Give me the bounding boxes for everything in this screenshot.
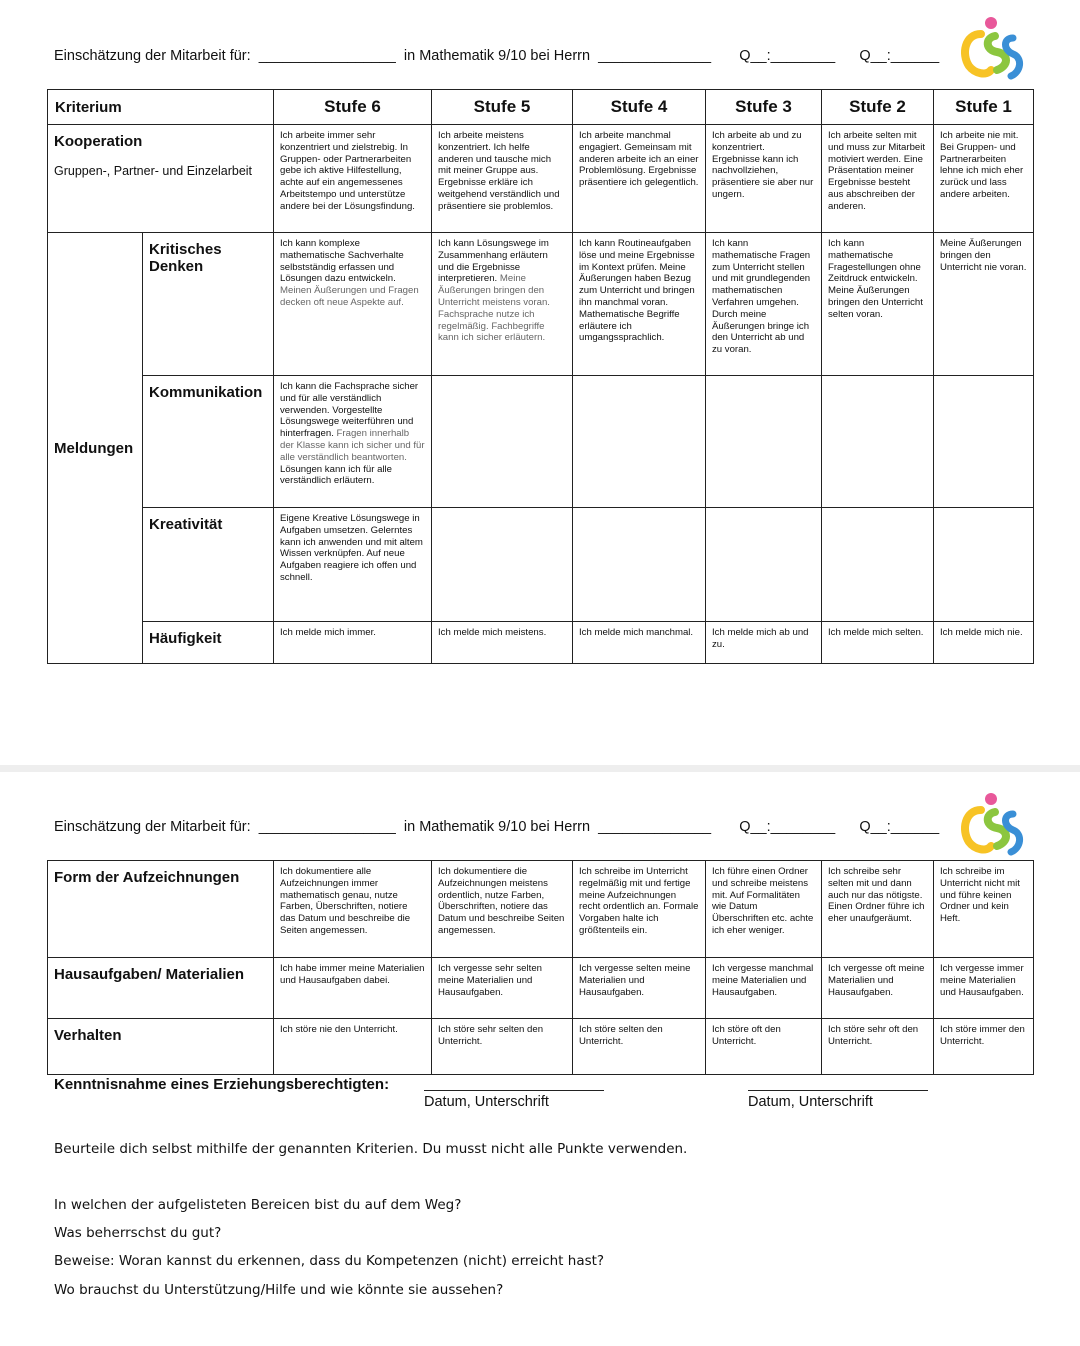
header-label: Einschätzung der Mitarbeit für: [54,819,251,835]
cell-kritisch-stufe-4[interactable]: Ich kann Routineaufgaben löse und meine Ergebnisse im Kontext prüfen. Meine Äußerungen haben Bezug zum Unterricht und bringen ihn manchmal voran. Mathematische Begriffe erläutere ich umgangssprachlich. [573,233,706,376]
question-3: Beweise: Woran kannst du erkennen, dass du Kompetenzen (nicht) erreicht hast? [54,1253,605,1269]
cell-verhalten-stufe-4[interactable]: Ich störe selten den Unterricht. [573,1019,706,1075]
cell-kommunikation-stufe-5[interactable] [432,376,573,508]
question-2: Was beherrschst du gut? [54,1225,222,1241]
cell-haeufigkeit-stufe-2[interactable]: Ich melde mich selten. [822,622,934,664]
cell-kooperation-stufe-4[interactable]: Ich arbeite manchmal engagiert. Gemeinsam mit anderen arbeite ich an einer Problemlösung. Ergebnisse präsentiere ich gelegentlich. [573,125,706,233]
header-subject: in Mathematik 9/10 bei Herrn [403,819,591,835]
cell-haeufigkeit-stufe-3[interactable]: Ich melde mich ab und zu. [706,622,822,664]
header-stufe-6: Stufe 6 [274,90,432,125]
cell-kooperation-stufe-6[interactable]: Ich arbeite immer sehr konzentriert und zielstrebig. In Gruppen- oder Partnerarbeiten gebe ich aktive Hilfestellung, achte auf ein angemessenes Arbeitstempo und unterstütze andere bei der Lösungsfindung. [274,125,432,233]
header-label: Einschätzung der Mitarbeit für: [54,48,251,64]
cell-aufzeichnungen-stufe-3[interactable]: Ich führe einen Ordner und schreibe meistens mit. Auf Formalitäten wie Datum Überschriften etc. achte ich eher weniger. [706,861,822,958]
cell-kreativitaet-stufe-1[interactable] [934,508,1034,622]
cell-kooperation-stufe-2[interactable]: Ich arbeite selten mit und muss zur Mitarbeit motiviert werden. Eine Präsentation meiner Ergebnisse besteht aus abschreiben der anderen. [822,125,934,233]
question-1: In welchen der aufgelisteten Bereicen bist du auf dem Weg? [54,1197,462,1213]
cell-aufzeichnungen-stufe-2[interactable]: Ich schreibe sehr selten mit und dann auch nur das nötigste. Einen Ordner führe ich eher unaufgeräumt. [822,861,934,958]
cell-kreativitaet-stufe-5[interactable] [432,508,573,622]
criterion-aufzeichnungen: Form der Aufzeichnungen [48,861,274,958]
criteria-table-1 [47,89,1034,664]
header-kriterium: Kriterium [48,90,274,125]
cell-aufzeichnungen-stufe-4[interactable]: Ich schreibe im Unterricht regelmäßig mit und fertige meine Aufzeichnungen recht ordentlich an. Formale Vorgaben halte ich größtenteils ein. [573,861,706,958]
cell-verhalten-stufe-5[interactable]: Ich störe sehr selten den Unterricht. [432,1019,573,1075]
cell-kreativitaet-stufe-4[interactable] [573,508,706,622]
row-haeufigkeit [48,622,1034,664]
criterion-subtitle: Gruppen-, Partner- und Einzelarbeit [54,164,253,178]
row-kooperation [48,125,1034,233]
cell-text: Ich kann komplexe mathematische Sachverhalte selbstständig erfassen und Lösungen dazu entwickeln. [280,238,404,285]
name-blank[interactable]: _________________ [258,819,396,835]
cell-kreativitaet-stufe-2[interactable] [822,508,934,622]
header-line [54,48,939,64]
cell-verhalten-stufe-6[interactable]: Ich störe nie den Unterricht. [274,1019,432,1075]
cell-kritisch-stufe-6[interactable] [274,233,432,376]
cell-hausaufgaben-stufe-3[interactable]: Ich vergesse manchmal meine Materialien und Hausaufgaben. [706,958,822,1019]
cell-verhalten-stufe-2[interactable]: Ich störe sehr oft den Unterricht. [822,1019,934,1075]
signature-line-1[interactable] [424,1090,604,1091]
header-subject: in Mathematik 9/10 bei Herrn [403,48,591,64]
question-4: Wo brauchst du Unterstützung/Hilfe und wie könnte sie aussehen? [54,1282,504,1298]
cell-text-gray: Fragen innerhalb der Klasse kann ich sicher und für alle verständlich beantworten. [280,428,425,463]
cell-text: Ich kann Lösungswege im Zusammenhang erläutern und die Ergebnisse interpretieren. [438,238,549,285]
instruction-intro: Beurteile dich selbst mithilfe der genannten Kriterien. Du musst nicht alle Punkte verwenden. [54,1141,688,1157]
cell-kooperation-stufe-3[interactable]: Ich arbeite ab und zu konzentriert. Ergebnisse kann ich nachvollziehen, präsentiere sie aber nur ungern. [706,125,822,233]
criterion-verhalten: Verhalten [48,1019,274,1075]
cell-kreativitaet-stufe-3[interactable] [706,508,822,622]
criterion-kommunikation: Kommunikation [143,376,274,508]
cell-kommunikation-stufe-4[interactable] [573,376,706,508]
cell-hausaufgaben-stufe-5[interactable]: Ich vergesse sehr selten meine Materialien und Hausaufgaben. [432,958,573,1019]
criterion-kooperation [48,125,274,233]
row-verhalten [48,1019,1034,1075]
cell-haeufigkeit-stufe-4[interactable]: Ich melde mich manchmal. [573,622,706,664]
cell-kooperation-stufe-1[interactable]: Ich arbeite nie mit. Bei Gruppen- und Partnerarbeiten lehne ich mich eher zurück und lass andere arbeiten. [934,125,1034,233]
criterion-haeufigkeit: Häufigkeit [143,622,274,664]
criterion-meldungen: Meldungen [48,233,143,664]
sheet-page-2 [0,772,1080,1346]
cell-text-gray: Meinen Äußerungen und Fragen decken oft neue Aspekte auf. [280,285,419,308]
cell-kooperation-stufe-5[interactable]: Ich arbeite meistens konzentriert. Ich helfe anderen und tausche mich mit meiner Gruppe aus. Ergebnisse erkläre ich weitgehend verständlich und präsentiere sie problemlos. [432,125,573,233]
row-kritisches-denken [48,233,1034,376]
cell-aufzeichnungen-stufe-5[interactable]: Ich dokumentiere die Aufzeichnungen meistens ordentlich, nutze Farben, Überschriften, notiere das Datum und beschreibe Seiten angemessen. [432,861,573,958]
cell-kritisch-stufe-3[interactable]: Ich kann mathematische Fragen zum Unterricht stellen und mit grundlegenden mathematischen Verfahren umgehen. Durch meine Äußerungen bringe ich den Unterricht ab und zu voran. [706,233,822,376]
row-kreativitaet [48,508,1034,622]
cell-text-gray: Meine Äußerungen bringen den Unterricht meistens voran. Fachsprache nutze ich regelmäßig. Fachbegriffe kann ich sicher erläutern. [438,273,550,344]
cell-hausaufgaben-stufe-2[interactable]: Ich vergesse oft meine Materialien und Hausaufgaben. [822,958,934,1019]
teacher-blank[interactable]: ______________ [598,819,712,835]
q-field-1[interactable]: Q__:________ [739,819,836,835]
header-stufe-1: Stufe 1 [934,90,1034,125]
header-line [54,819,939,835]
school-logo [955,14,1027,84]
cell-kritisch-stufe-1[interactable]: Meine Äußerungen bringen den Unterricht nie voran. [934,233,1034,376]
cell-aufzeichnungen-stufe-1[interactable]: Ich schreibe im Unterricht nicht mit und führe keinen Ordner und kein Heft. [934,861,1034,958]
teacher-blank[interactable]: ______________ [598,48,712,64]
q-field-1[interactable]: Q__:________ [739,48,836,64]
table-header-row [48,90,1034,125]
cell-haeufigkeit-stufe-1[interactable]: Ich melde mich nie. [934,622,1034,664]
cell-kommunikation-stufe-2[interactable] [822,376,934,508]
cell-hausaufgaben-stufe-1[interactable]: Ich vergesse immer meine Materialien und Hausaufgaben. [934,958,1034,1019]
cell-verhalten-stufe-3[interactable]: Ich störe oft den Unterricht. [706,1019,822,1075]
q-field-2[interactable]: Q__:______ [859,48,940,64]
signature-line-2[interactable] [748,1090,928,1091]
cell-kreativitaet-stufe-6[interactable]: Eigene Kreative Lösungswege in Aufgaben umsetzen. Gelerntes kann ich anwenden und mit altem Wissen verknüpfen. Auf neue Aufgaben reagiere ich offen und schnell. [274,508,432,622]
cell-hausaufgaben-stufe-6[interactable]: Ich habe immer meine Materialien und Hausaufgaben dabei. [274,958,432,1019]
school-logo [955,790,1027,860]
header-stufe-2: Stufe 2 [822,90,934,125]
criterion-kreativitaet: Kreativität [143,508,274,622]
cell-kommunikation-stufe-3[interactable] [706,376,822,508]
criterion-hausaufgaben: Hausaufgaben/ Materialien [48,958,274,1019]
cell-text: Ich kann die Fachsprache sicher und für alle verständlich verwenden. Vorgestellte Lösungswege weiterführen und hinterfragen. [280,381,419,440]
signature-label-2: Datum, Unterschrift [748,1094,873,1110]
header-stufe-4: Stufe 4 [573,90,706,125]
name-blank[interactable]: _________________ [258,48,396,64]
cell-haeufigkeit-stufe-6[interactable]: Ich melde mich immer. [274,622,432,664]
signature-label-1: Datum, Unterschrift [424,1094,549,1110]
cell-hausaufgaben-stufe-4[interactable]: Ich vergesse selten meine Materialien und Hausaufgaben. [573,958,706,1019]
cell-kommunikation-stufe-6[interactable] [274,376,432,508]
header-stufe-5: Stufe 5 [432,90,573,125]
kenntnisnahme-label: Kenntnisnahme eines Erziehungsberechtigten: [54,1076,390,1093]
criterion-title: Kooperation [54,133,143,150]
row-aufzeichnungen [48,861,1034,958]
header-stufe-3: Stufe 3 [706,90,822,125]
row-hausaufgaben [48,958,1034,1019]
cell-aufzeichnungen-stufe-6[interactable]: Ich dokumentiere alle Aufzeichnungen immer mathematisch genau, nutze Farben, Überschriften, notiere das Datum und beschreibe die Seiten angemessen. [274,861,432,958]
page-separator [0,765,1080,772]
q-field-2[interactable]: Q__:______ [859,819,940,835]
cell-kritisch-stufe-2[interactable]: Ich kann mathematische Fragestellungen ohne Zeitdruck entwickeln. Meine Äußerungen bringen den Unterricht selten voran. [822,233,934,376]
row-kommunikation [48,376,1034,508]
cell-verhalten-stufe-1[interactable]: Ich störe immer den Unterricht. [934,1019,1034,1075]
cell-haeufigkeit-stufe-5[interactable]: Ich melde mich meistens. [432,622,573,664]
cell-kommunikation-stufe-1[interactable] [934,376,1034,508]
cell-kritisch-stufe-5[interactable] [432,233,573,376]
cell-text: Lösungen kann ich für alle verständlich erläutern. [280,463,393,487]
criterion-kritisches-denken: Kritisches Denken [143,233,274,376]
criteria-table-2 [47,860,1034,1075]
